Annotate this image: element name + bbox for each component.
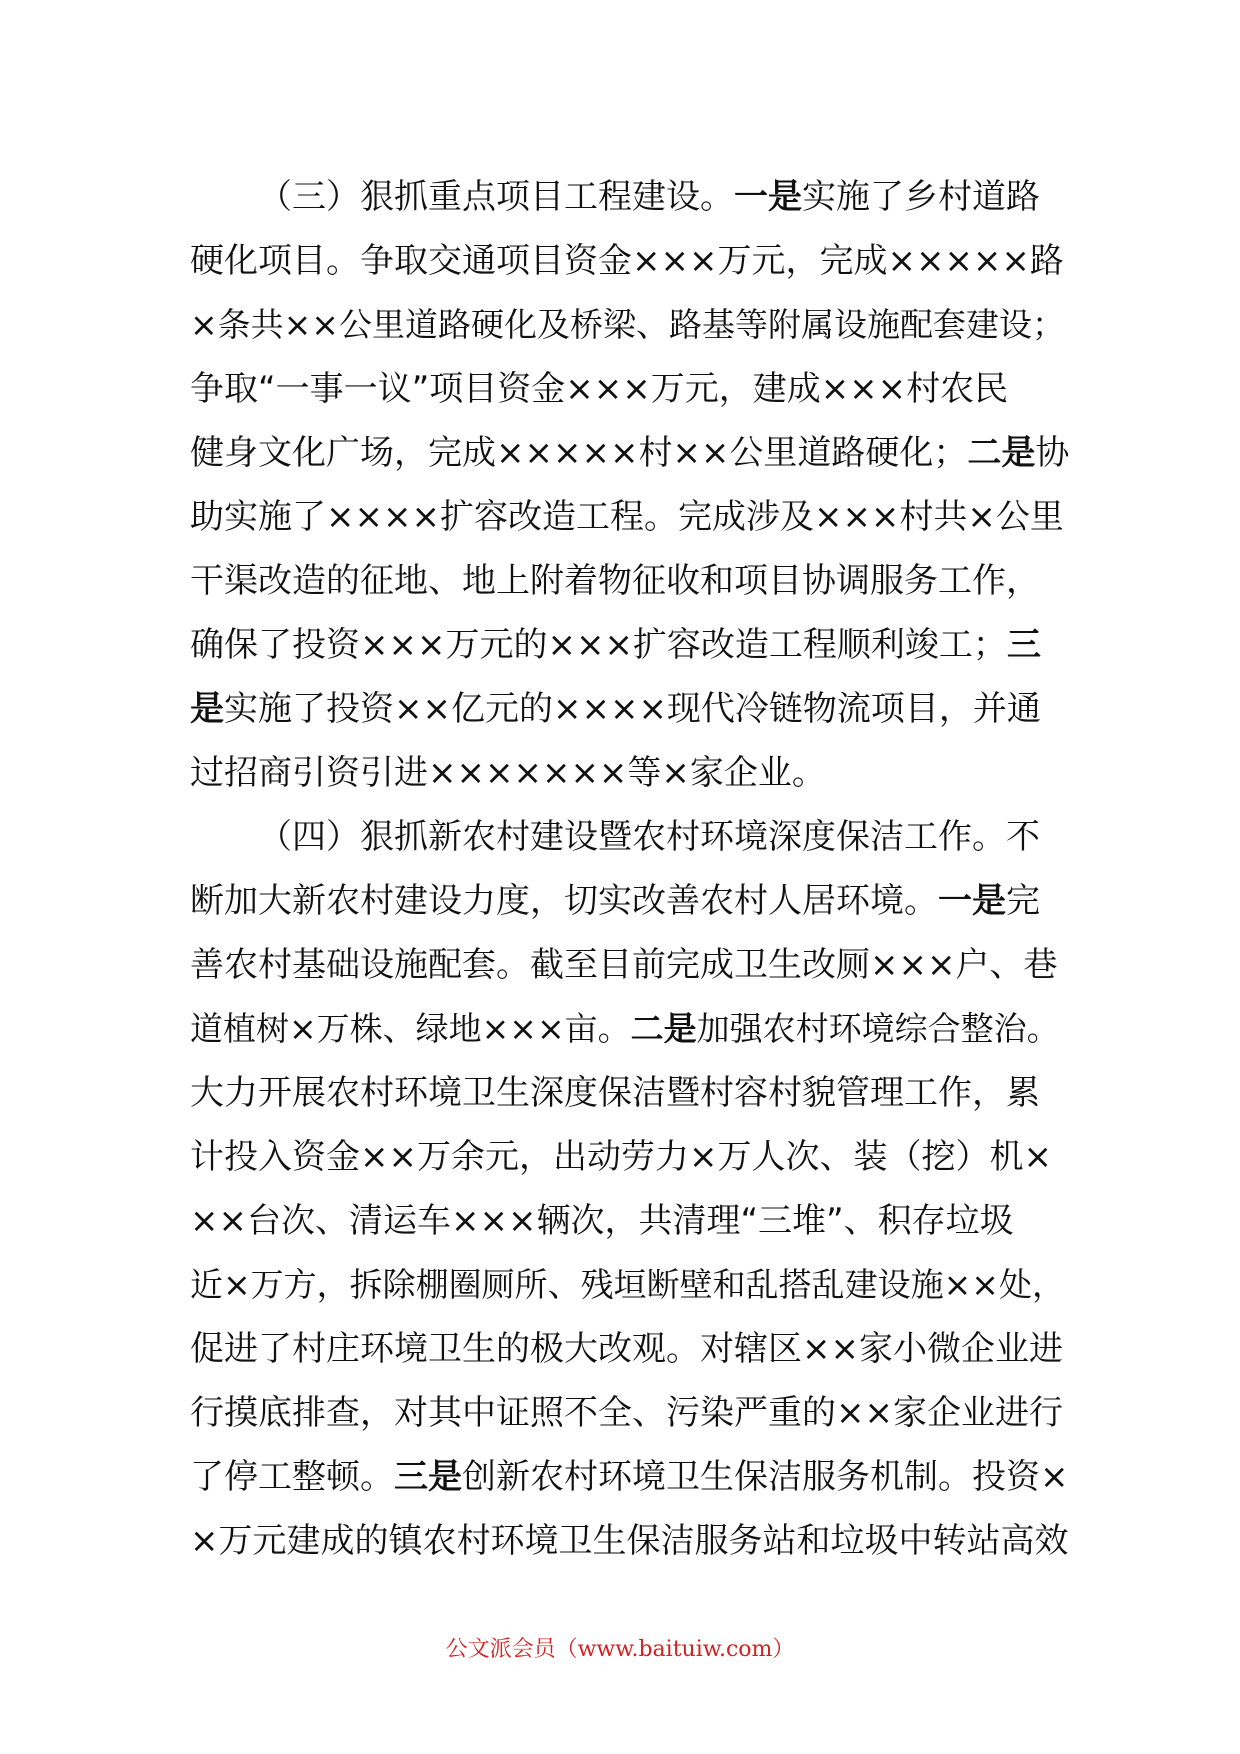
text-line: [190, 677, 1070, 741]
text-run: （三）狠抓重点项目工程建设。: [258, 177, 734, 217]
text-run: 大力开展农村环境卫生深度保洁暨村容村貌管理工作，累: [190, 1073, 1040, 1113]
paragraph-three-line-1: [190, 165, 1070, 229]
text-run: 协: [1035, 433, 1070, 473]
text-line: [190, 1253, 1070, 1317]
bold-marker: 三: [1006, 625, 1041, 665]
text-line: [190, 1509, 1070, 1573]
text-run: 创新农村环境卫生保洁服务机制。投资×: [462, 1457, 1069, 1497]
text-run: 过招商引资引进×××××××等×家企业。: [190, 753, 826, 793]
text-run: 促进了村庄环境卫生的极大改观。对辖区××家小微企业进: [190, 1329, 1063, 1369]
text-line: [190, 1317, 1070, 1381]
document-body: [190, 165, 1070, 1573]
text-run: ×条共××公里道路硬化及桥梁、路基等附属设施配套建设；: [190, 305, 1065, 344]
text-line: [190, 1125, 1070, 1189]
bold-marker: 一是: [734, 177, 802, 217]
text-line: [190, 485, 1070, 549]
text-run: 确保了投资×××万元的×××扩容改造工程顺利竣工；: [190, 625, 1007, 665]
text-line: [190, 229, 1070, 293]
text-line: [190, 293, 1070, 357]
text-run: 计投入资金××万余元，出动劳力×万人次、装（挖）机×: [190, 1137, 1052, 1177]
paragraph-four-line-1: [190, 805, 1070, 869]
text-line: [190, 549, 1070, 613]
text-line: [190, 1189, 1070, 1253]
text-run: 实施了投资××亿元的××××现代冷链物流项目，并通: [224, 689, 1041, 729]
text-line: [190, 869, 1070, 933]
text-run: 近×万方，拆除棚圈厕所、残垣断壁和乱搭乱建设施××处，: [190, 1265, 1065, 1304]
footer-watermark-text: 公文派会员（www.baituiw.com）: [445, 1637, 795, 1662]
text-run: ×万元建成的镇农村环境卫生保洁服务站和垃圾中转站高效: [190, 1521, 1069, 1561]
text-line: [190, 933, 1070, 997]
text-run: 道植树×万株、绿地×××亩。: [190, 1009, 631, 1048]
text-line: [190, 741, 1070, 805]
text-run: 干渠改造的征地、地上附着物征收和项目协调服务工作，: [190, 561, 1040, 601]
text-run: 健身文化广场，完成×××××村××公里道路硬化；: [190, 433, 968, 473]
text-line: [190, 421, 1070, 485]
bold-marker: 一是: [938, 881, 1006, 921]
text-run: 断加大新农村建设力度，切实改善农村人居环境。: [190, 881, 938, 921]
bold-marker: 二是: [630, 1009, 697, 1048]
text-run: 了停工整顿。: [190, 1457, 394, 1497]
text-line: [190, 1381, 1070, 1445]
text-line: [190, 357, 1070, 421]
text-run: 善农村基础设施配套。截至目前完成卫生改厕×××户、巷: [190, 945, 1058, 985]
text-run: 实施了乡村道路: [802, 177, 1040, 217]
text-run: （四）狠抓新农村建设暨农村环境深度保洁工作。不: [258, 817, 1040, 857]
bold-marker: 二是: [967, 433, 1036, 473]
text-run: 争取“一事一议”项目资金×××万元，建成×××村农民: [190, 369, 1009, 409]
text-run: 行摸底排查，对其中证照不全、污染严重的××家企业进行: [190, 1393, 1063, 1433]
text-line: [190, 613, 1070, 677]
text-run: 加强农村环境综合整治。: [696, 1009, 1060, 1048]
text-line: [190, 1445, 1070, 1509]
bold-marker: 是: [190, 689, 224, 729]
text-run: 硬化项目。争取交通项目资金×××万元，完成×××××路: [190, 241, 1064, 281]
text-run: ××台次、清运车×××辆次，共清理“三堆”、积存垃圾: [190, 1201, 1014, 1241]
text-line: [190, 1061, 1070, 1125]
text-line: [190, 997, 1070, 1061]
text-run: 完: [1006, 881, 1040, 921]
bold-marker: 三是: [394, 1457, 462, 1497]
text-run: 助实施了××××扩容改造工程。完成涉及×××村共×公里: [190, 497, 1064, 537]
